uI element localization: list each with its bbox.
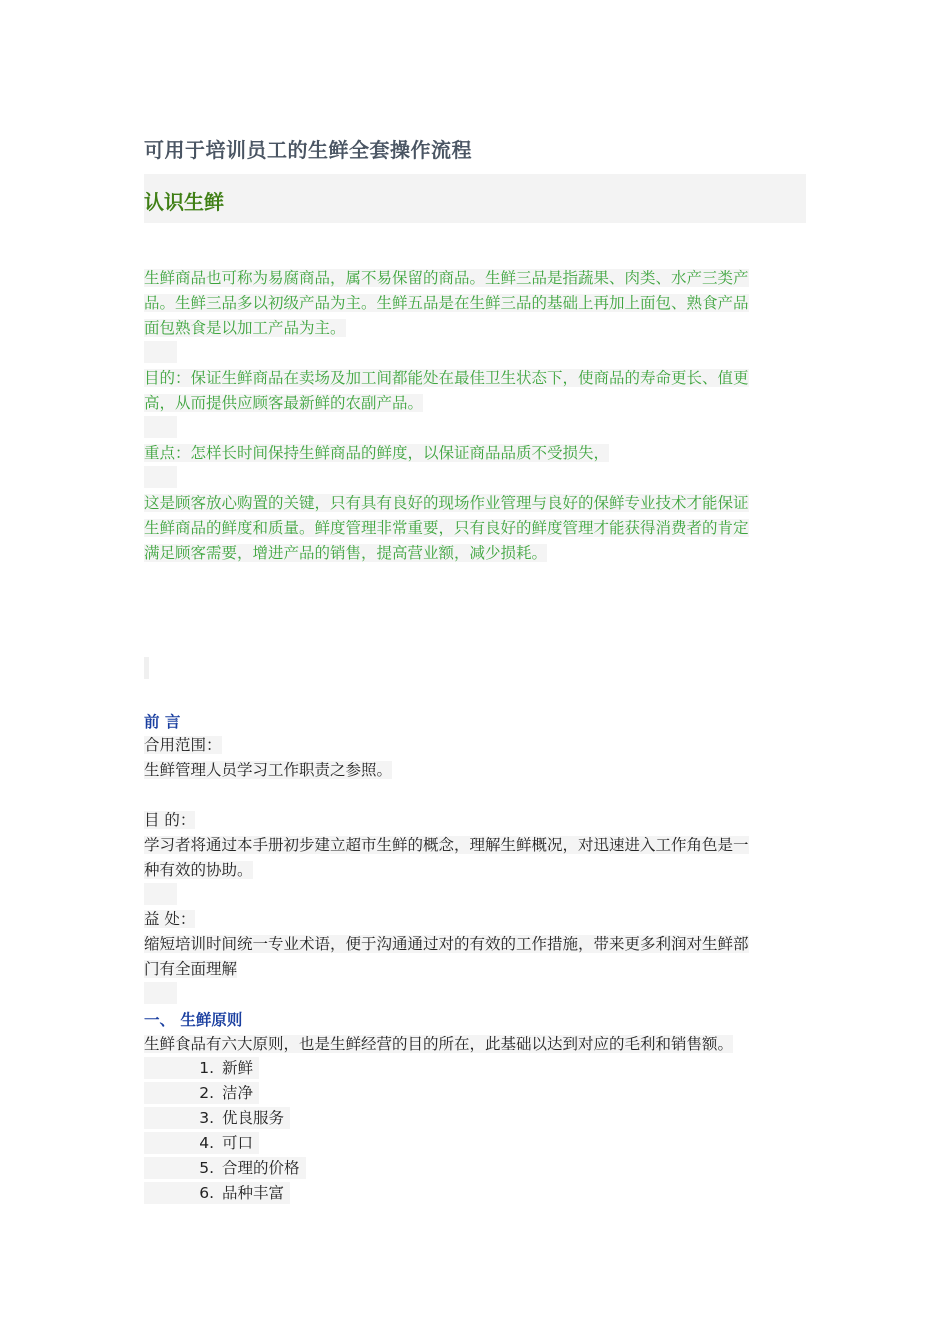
scope-label: 合用范围： [144,736,222,754]
preface-purpose [144,808,806,883]
benefit-text-line: 缩短培训时间统一专业术语，便于沟通通过对的有效的工作措施，带来更多利润对生鲜部 [144,935,749,953]
list-number: 4. [199,1134,214,1152]
list-number: 5. [199,1159,214,1177]
document-title: 可用于培训员工的生鲜全套操作流程 [144,138,472,162]
list-item [144,1182,290,1204]
principles-intro-text: 生鲜食品有六大原则，也是生鲜经营的目的所在，此基础以达到对应的毛利和销售额。 [144,1035,734,1053]
purpose-label: 目 的： [144,811,196,829]
paragraph-key-point [144,441,806,466]
list-number: 2. [199,1084,214,1102]
benefit-label: 益 处： [144,910,196,928]
blank-shade [144,466,177,488]
preface-scope [144,733,806,783]
text-line: 目的：保证生鲜商品在卖场及加工间都能处在最佳卫生状态下，使商品的寿命更长、值更 [144,369,749,387]
text-line: 重点：怎样长时间保持生鲜商品的鲜度，以保证商品品质不受损失， [144,444,610,462]
list-text: 可口 [222,1134,254,1152]
text-line: 满足顾客需要，增进产品的销售，提高营业额，减少损耗。 [144,544,548,562]
scope-text: 生鲜管理人员学习工作职责之参照。 [144,761,393,779]
paragraph-intro [144,266,806,341]
list-item [144,1132,259,1154]
text-line: 生鲜商品也可称为易腐商品，属不易保留的商品。生鲜三品是指蔬果、肉类、水产三类产 [144,269,749,287]
blank-shade [144,883,177,905]
list-text: 品种丰富 [222,1184,285,1202]
principles-intro [144,1032,806,1057]
list-item [144,1157,306,1179]
list-number: 1. [199,1059,214,1077]
preface-heading: 前 言 [144,713,181,731]
paragraph-purpose [144,366,806,416]
divider-bar [144,657,149,679]
text-line: 生鲜商品的鲜度和质量。鲜度管理非常重要，只有良好的鲜度管理才能获得消费者的肯定 [144,519,749,537]
paragraph-freshness [144,491,806,566]
blank-shade [144,416,177,438]
list-item [144,1107,290,1129]
preface-benefit [144,907,806,982]
list-number: 3. [199,1109,214,1127]
benefit-text-line: 门有全面理解 [144,960,238,978]
blank-shade [144,982,177,1004]
list-text: 优良服务 [222,1109,285,1127]
principles-heading: 一、 生鲜原则 [144,1011,243,1029]
list-text: 合理的价格 [222,1159,300,1177]
text-line: 品。生鲜三品多以初级产品为主。生鲜五品是在生鲜三品的基础上再加上面包、熟食产品 [144,294,749,312]
purpose-text-line: 学习者将通过本手册初步建立超市生鲜的概念，理解生鲜概况，对迅速进入工作角色是一 [144,836,749,854]
list-number: 6. [199,1184,214,1202]
text-line: 这是顾客放心购置的关键，只有具有良好的现场作业管理与良好的保鲜专业技术才能保证 [144,494,749,512]
section-heading-know-fresh: 认识生鲜 [144,190,224,214]
list-text: 新鲜 [222,1059,254,1077]
list-text: 洁净 [222,1084,254,1102]
list-item [144,1057,259,1079]
blank-shade [144,341,177,363]
text-line: 面包熟食是以加工产品为主。 [144,319,346,337]
text-line: 高，从而提供应顾客最新鲜的农副产品。 [144,394,424,412]
list-item [144,1082,259,1104]
section-banner [144,174,806,223]
purpose-text-line: 种有效的协助。 [144,861,253,879]
